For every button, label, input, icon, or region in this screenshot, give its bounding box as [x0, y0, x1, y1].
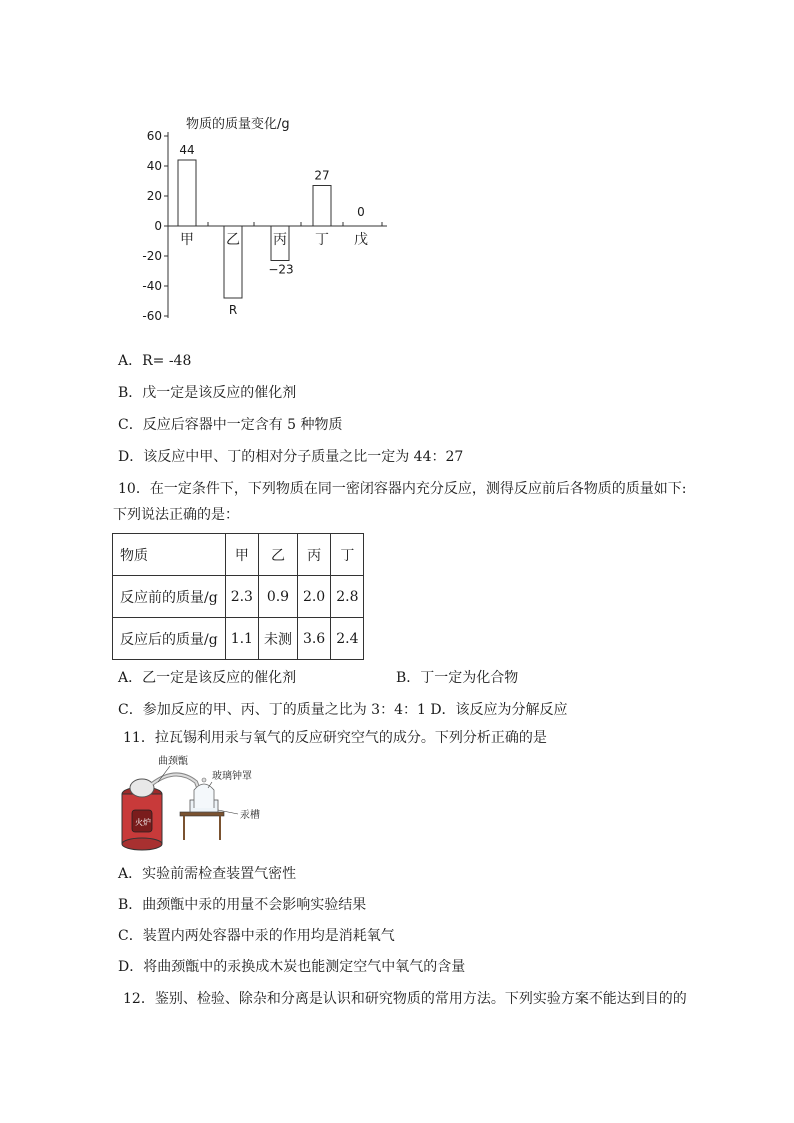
table-header-row: [113, 534, 364, 576]
y-tick-label: -40: [142, 279, 162, 293]
q10-option-a: A．乙一定是该反应的催化剂: [118, 670, 297, 686]
table-cell: 2.0: [297, 576, 330, 618]
category-label: 丁: [315, 232, 329, 248]
y-tick-label: 0: [154, 219, 162, 233]
value-label: 0: [357, 205, 365, 219]
q11-option-c: C．装置内两处容器中汞的作用均是消耗氧气: [118, 928, 395, 944]
y-tick-label: 20: [146, 189, 162, 203]
q10-option-c-d: C．参加反应的甲、丙、丁的质量之比为 3：4：1 D．该反应为分解反应: [118, 702, 568, 718]
q9-option-a: A．R= -48: [118, 353, 192, 369]
retort-illustration: [130, 774, 202, 798]
category-label: 戊: [354, 232, 368, 248]
q11-option-a: A．实验前需检查装置气密性: [118, 866, 297, 882]
value-label: −23: [268, 262, 294, 277]
trough-and-bell-jar-illustration: [180, 778, 224, 840]
table-cell: 物质: [113, 534, 226, 576]
table-cell: 2.4: [331, 618, 364, 660]
table-row: [113, 576, 364, 618]
table-cell: 0.9: [258, 576, 297, 618]
q9-option-d: D．该反应中甲、丁的相对分子质量之比一定为 44：27: [118, 449, 464, 465]
table-cell: 1.1: [225, 618, 258, 660]
category-label: 丙: [273, 232, 287, 248]
table-cell: 未测: [258, 618, 297, 660]
q9-option-b: B．戊一定是该反应的催化剂: [118, 385, 297, 401]
furnace-label: 火炉: [135, 818, 151, 827]
table-row: [113, 618, 364, 660]
table-cell: 2.8: [331, 576, 364, 618]
q10-stem-line2: 下列说法正确的是：: [113, 507, 239, 523]
value-label: 27: [314, 168, 330, 183]
chart-title: 物质的质量变化/g: [186, 117, 290, 132]
table-cell: 乙: [258, 534, 297, 576]
q10-option-b: B．丁一定为化合物: [396, 670, 519, 686]
table-cell: 丙: [297, 534, 330, 576]
q12-stem: 12．鉴别、检验、除杂和分离是认识和研究物质的常用方法。下列实验方案不能达到目的的: [123, 991, 687, 1007]
table-cell: 丁: [331, 534, 364, 576]
value-label: R: [228, 303, 238, 317]
q9-option-c: C．反应后容器中一定含有 5 种物质: [118, 417, 343, 433]
q10-stem-line1: 10．在一定条件下，下列物质在同一密闭容器内充分反应，测得反应前后各物质的质量如下:: [118, 481, 687, 497]
lavoisier-apparatus-figure: [118, 752, 278, 852]
q11-option-d: D．将曲颈甑中的汞换成木炭也能测定空气中氧气的含量: [118, 959, 466, 975]
retort-label: 曲颈甑: [158, 756, 188, 767]
q11-option-b: B．曲颈甑中汞的用量不会影响实验结果: [118, 897, 367, 913]
value-label: 44: [179, 143, 195, 157]
bell-jar-label: 玻璃钟罩: [212, 771, 252, 782]
q11-stem: 11．拉瓦锡利用汞与氧气的反应研究空气的成分。下列分析正确的是: [123, 730, 547, 746]
mass-change-bar-chart: [135, 110, 405, 330]
category-label: 乙: [226, 232, 240, 248]
trough-label: 汞槽: [240, 810, 260, 821]
bar-甲: [178, 160, 196, 226]
y-tick-label: -20: [142, 249, 162, 263]
table-cell: 3.6: [297, 618, 330, 660]
table-cell: 2.3: [225, 576, 258, 618]
y-tick-label: -60: [142, 309, 162, 323]
y-tick-label: 40: [146, 159, 162, 173]
table-cell: 反应后的质量/g: [113, 618, 226, 660]
q10-mass-table: [112, 533, 364, 660]
table-cell: 反应前的质量/g: [113, 576, 226, 618]
table-cell: 甲: [225, 534, 258, 576]
bar-丁: [313, 186, 331, 227]
y-tick-label: 60: [146, 129, 162, 143]
category-label: 甲: [180, 232, 194, 248]
